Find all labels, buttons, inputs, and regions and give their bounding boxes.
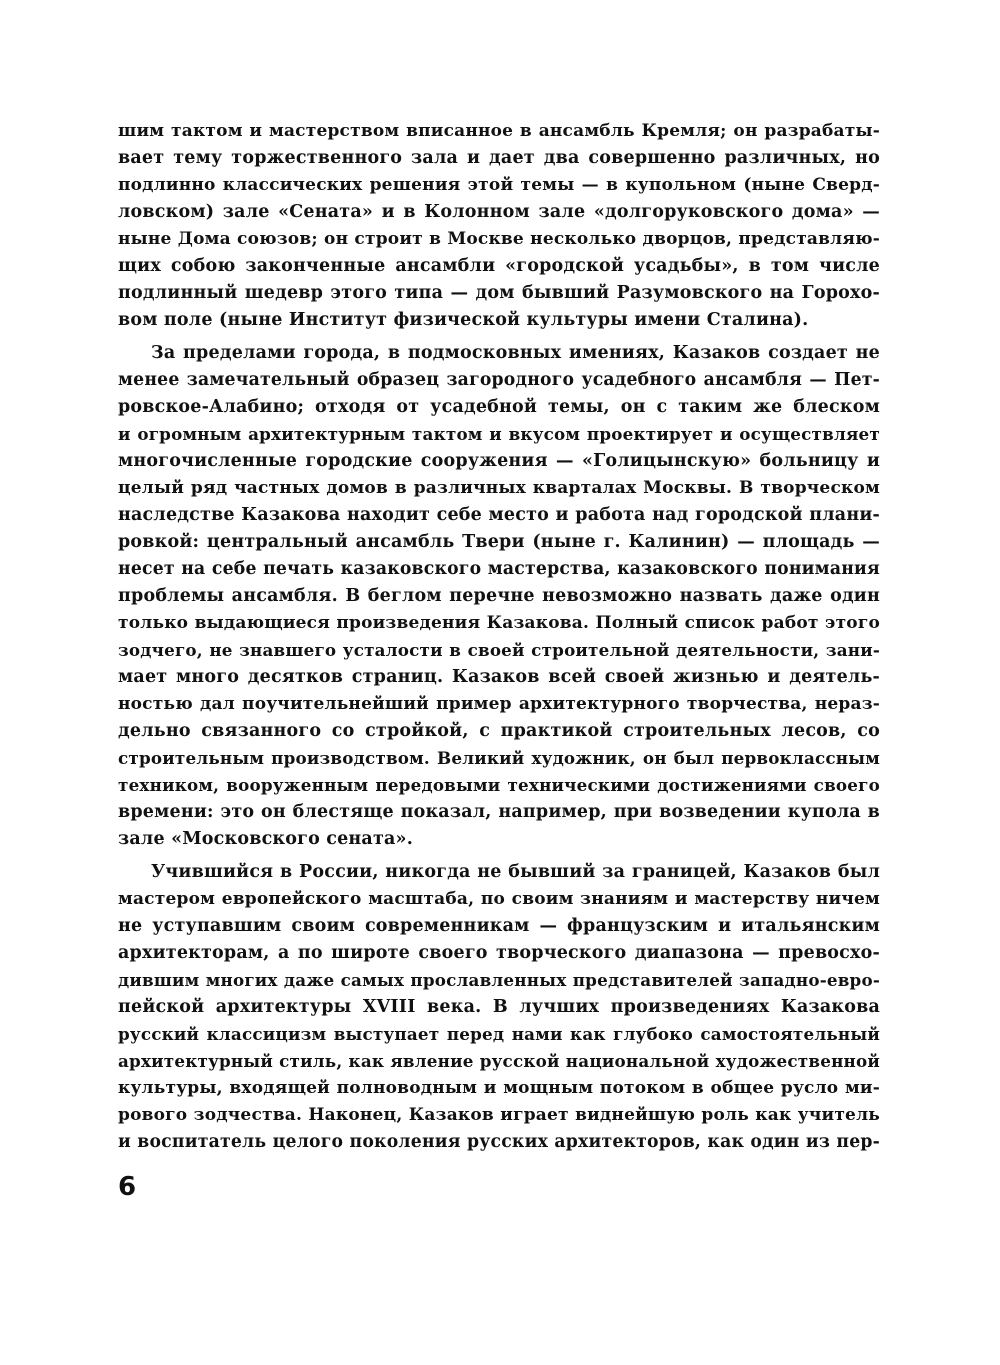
text-line: проблемы ансамбля. В беглом перечне невозможно назвать даже один [118, 586, 880, 606]
text-line: строительным производством. Великий художник, он был первоклассным [118, 748, 880, 768]
paragraph-1 [118, 118, 880, 334]
text-line: только выдающиеся произведения Казакова. Полный список работ этого [118, 613, 880, 633]
text-line: дившим многих даже самых прославленных представителей западно-евро- [118, 970, 880, 990]
text-line: несет на себе печать казаковского мастерства, казаковского понимания [118, 559, 880, 579]
text-line: русский классицизм выступает перед нами как глубоко самостоятельный [118, 1024, 880, 1044]
text-line: За пределами города, в подмосковных имениях, Казаков создает не [151, 343, 880, 363]
text-line: вает тему торжественного зала и дает два совершенно различных, но [118, 148, 880, 168]
text-line: и воспитатель целого поколения русских архитекторов, как один из пер- [118, 1132, 880, 1152]
text-line: наследстве Казакова находит себе место и работа над городской плани- [118, 505, 880, 525]
paragraph-3 [118, 859, 880, 1156]
text-line: мает много десятков страниц. Казаков всей своей жизнью и деятель- [118, 667, 880, 687]
text-line: ностью дал поучительнейший пример архитектурного творчества, нераз- [118, 694, 880, 714]
text-line: рового зодчества. Наконец, Казаков играет виднейшую роль как учитель [118, 1105, 880, 1125]
text-line: и огромным архитектурным тактом и вкусом проектирует и осуществляет [118, 424, 880, 444]
text-line: архитектурный стиль, как явление русской национальной художественной [118, 1051, 880, 1071]
text-line: многочисленные городские сооружения — «Голицынскую» больницу и [118, 451, 880, 471]
text-line: щих собою законченные ансамбли «городской усадьбы», в том числе [118, 256, 880, 276]
text-line: пейской архитектуры XVIII века. В лучших произведениях Казакова [118, 997, 880, 1017]
text-line: вом поле (ныне Институт физической культуры имени Сталина). [118, 310, 809, 330]
text-line: ровкой: центральный ансамбль Твери (ныне г. Калинин) — площадь — [118, 532, 880, 552]
text-line: техником, вооруженным передовыми техническими достижениями своего [118, 775, 880, 795]
text-line: архитекторам, а по широте своего творческого диапазона — превосхо- [118, 943, 880, 963]
text-line: культуры, входящей полноводным и мощным потоком в общее русло ми- [118, 1078, 880, 1098]
text-line: дельно связанного со стройкой, с практикой строительных лесов, со [118, 721, 880, 741]
text-line: зале «Московского сената». [118, 829, 413, 849]
page-number: 6 [118, 1172, 137, 1202]
text-line: Учившийся в России, никогда не бывший за границей, Казаков был [151, 862, 880, 882]
text-line: целый ряд частных домов в различных кварталах Москвы. В творческом [118, 478, 880, 498]
text-line: не уступавшим своим современникам — французским и итальянским [118, 916, 880, 936]
paragraph-2 [118, 340, 880, 853]
text-line: ловском) зале «Сената» и в Колонном зале «долгоруковского дома» — [118, 202, 880, 222]
document-body [118, 118, 880, 1156]
text-line: подлинный шедевр этого типа — дом бывший Разумовского на Горохо- [118, 283, 880, 303]
text-line: мастером европейского масштаба, по своим знаниям и мастерству ничем [118, 889, 880, 909]
text-line: ровское-Алабино; отходя от усадебной темы, он с таким же блеском [118, 397, 880, 417]
text-line: шим тактом и мастерством вписанное в ансамбль Кремля; он разрабаты- [118, 121, 880, 141]
text-line: зодчего, не знавшего усталости в своей строительной деятельности, зани- [118, 640, 880, 660]
text-line: подлинно классических решения этой темы — в купольном (ныне Сверд- [118, 175, 880, 195]
text-line: менее замечательный образец загородного усадебного ансамбля — Пет- [118, 370, 880, 390]
text-line: времени: это он блестяще показал, например, при возведении купола в [118, 802, 880, 822]
text-line: ныне Дома союзов; он строит в Москве несколько дворцов, представляю- [118, 229, 880, 249]
